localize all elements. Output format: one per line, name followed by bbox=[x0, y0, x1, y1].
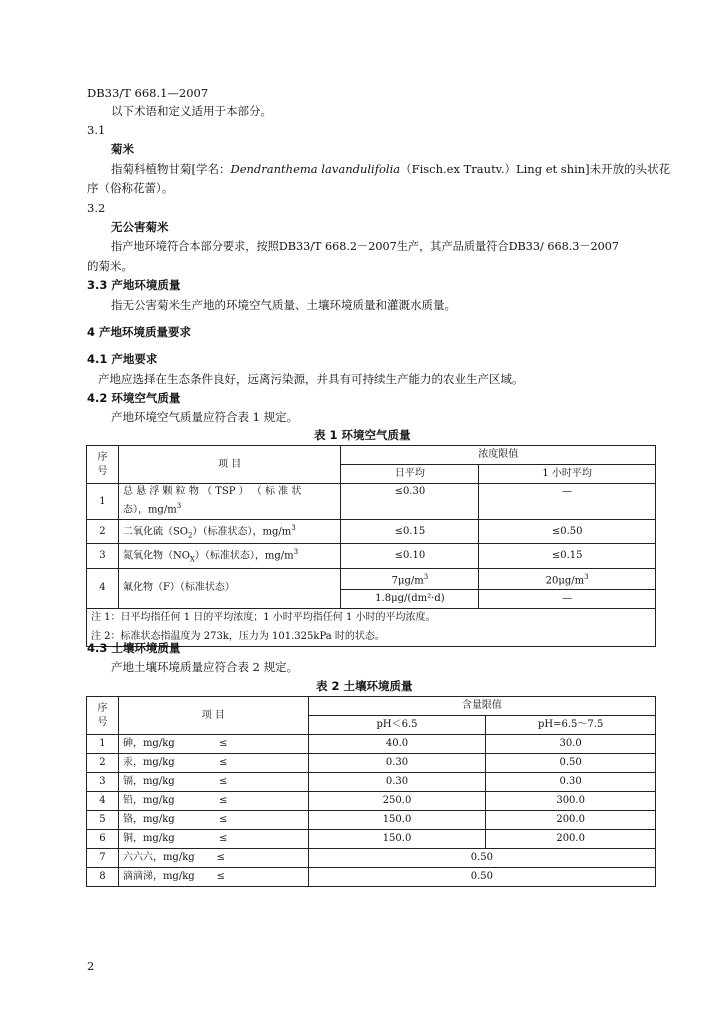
clause-3-2-definition-cont: 的菊米。 bbox=[87, 259, 133, 273]
cell-item bbox=[118, 849, 308, 868]
table-1-caption: 表 1 环境空气质量 bbox=[314, 428, 411, 442]
header-ph-mid: pH=6.5～7.5 bbox=[486, 716, 656, 735]
header-concentration-limit: 浓度限值 bbox=[341, 446, 656, 465]
cell-seq: 1 bbox=[87, 484, 119, 520]
table-row bbox=[87, 773, 656, 792]
cell-item bbox=[118, 811, 308, 830]
cell-item bbox=[118, 773, 308, 792]
header-seq-bottom: 号 bbox=[97, 716, 108, 728]
cell-item bbox=[118, 830, 308, 849]
clause-3-2-term: 无公害菊米 bbox=[111, 220, 169, 234]
table-note-1: 注 1：日平均指任何 1 日的平均浓度；1 小时平均指任何 1 小时的平均浓度。 bbox=[87, 608, 656, 627]
clause-3-2-number: 3.2 bbox=[87, 201, 106, 215]
header-seq bbox=[87, 697, 119, 735]
clause-4-1-heading: 4.1 产地要求 bbox=[87, 352, 158, 366]
cell-value: 0.50 bbox=[308, 868, 655, 887]
cell-value-ph-mid: 0.30 bbox=[486, 773, 656, 792]
item-operator: ≤ bbox=[218, 833, 228, 844]
table-note-2: 注 2：标准状态指温度为 273k，压力为 101.325kPa 时的状态。 bbox=[87, 627, 656, 646]
header-daily-average: 日平均 bbox=[341, 465, 479, 484]
cell-seq: 6 bbox=[87, 830, 119, 849]
header-seq-bottom: 号 bbox=[97, 465, 108, 477]
clause-3-1-definition bbox=[111, 161, 670, 177]
header-item: 项 目 bbox=[118, 697, 308, 735]
cell-value-ph-mid: 300.0 bbox=[486, 792, 656, 811]
clause-4-2-text: 产地环境空气质量应符合表 1 规定。 bbox=[111, 410, 299, 424]
item-text: 六六六，mg/kg bbox=[122, 852, 195, 863]
cell-item bbox=[118, 735, 308, 754]
table-2 bbox=[86, 696, 656, 887]
table-2-caption: 表 2 土壤环境质量 bbox=[316, 679, 413, 693]
table-row bbox=[87, 697, 656, 716]
cell-seq: 2 bbox=[87, 754, 119, 773]
cell-seq: 4 bbox=[87, 792, 119, 811]
cell-seq: 4 bbox=[87, 568, 119, 608]
table-row bbox=[87, 868, 656, 887]
item-operator: ≤ bbox=[218, 814, 228, 825]
table-row bbox=[87, 792, 656, 811]
table-row bbox=[87, 568, 656, 589]
cell-value-ph-mid: 200.0 bbox=[486, 811, 656, 830]
clause-4-3-text: 产地土壤环境质量应符合表 2 规定。 bbox=[111, 660, 299, 674]
table-note-row bbox=[87, 608, 656, 627]
cell-seq: 5 bbox=[87, 811, 119, 830]
cell-value-ph-mid: 30.0 bbox=[486, 735, 656, 754]
cell-daily: ≤0.15 bbox=[341, 520, 479, 544]
cell-value-ph-low: 40.0 bbox=[308, 735, 486, 754]
cell-value-ph-low: 150.0 bbox=[308, 830, 486, 849]
table-2-body bbox=[87, 735, 656, 849]
item-operator: ≤ bbox=[218, 738, 228, 749]
item-text: ）（标准状态），mg/m bbox=[194, 550, 294, 562]
clause-3-2-definition: 指产地环境符合本部分要求，按照DB33/T 668.2－2007生产，其产品质量符合DB33/ 668.3－2007 bbox=[111, 240, 620, 253]
table-row bbox=[87, 520, 656, 544]
latin-name: Dendranthema lavandulifolia bbox=[230, 162, 401, 176]
header-hourly-average: 1 小时平均 bbox=[479, 465, 656, 484]
clause-3-1-definition-cont: 序（俗称花蕾）。 bbox=[87, 181, 174, 195]
item-text: ）（标准状态），mg/m bbox=[192, 526, 292, 538]
item-text: 砷，mg/kg bbox=[122, 738, 175, 749]
cell-item: 总 悬 浮 颗 粒 物 （ TSP ） （ 标 准 状 态），$mg/m^3$ bbox=[118, 484, 341, 520]
clause-3-3-heading: 3.3 产地环境质量 bbox=[87, 278, 181, 292]
item-text: 滴滴涕，mg/kg bbox=[122, 871, 195, 882]
cell-item: 氮氧化物$(NO_X)$（标准状态），$mg/m^3$ bbox=[118, 544, 341, 568]
clause-4-1-text: 产地应选择在生态条件良好，远离污染源，并具有可持续生产能力的农业生产区域。 bbox=[98, 372, 524, 386]
header-item: 项 目 bbox=[118, 446, 341, 484]
value-text: 7μg/m bbox=[391, 574, 424, 586]
cell-item bbox=[118, 868, 308, 887]
cell-hourly: ≤0.50 bbox=[479, 520, 656, 544]
cell-seq: 3 bbox=[87, 544, 119, 568]
clause-3-1-number: 3.1 bbox=[87, 123, 106, 137]
cell-daily: ≤0.10 bbox=[341, 544, 479, 568]
cell-value: 0.50 bbox=[308, 849, 655, 868]
table-row bbox=[87, 849, 656, 868]
item-operator: ≤ bbox=[216, 852, 226, 863]
cell-seq: 1 bbox=[87, 735, 119, 754]
table-row bbox=[87, 735, 656, 754]
cell-hourly: — bbox=[479, 589, 656, 608]
clause-4-2-heading: 4.2 环境空气质量 bbox=[87, 391, 181, 405]
cell-item: 氟化物（F）（标准状态） bbox=[118, 568, 341, 608]
item-text: 汞，mg/kg bbox=[122, 757, 175, 768]
clause-3-3-definition: 指无公害菊米生产地的环境空气质量、土壤环境质量和灌溉水质量。 bbox=[111, 298, 456, 312]
header-ph-low: pH＜6.5 bbox=[308, 716, 486, 735]
header-seq-top: 序 bbox=[97, 702, 108, 714]
header-seq-top: 序 bbox=[97, 451, 108, 463]
table-row bbox=[87, 754, 656, 773]
table-row bbox=[87, 544, 656, 568]
cell-daily: $7\mu g/m^3$ bbox=[341, 568, 479, 589]
item-text: 二氧化硫（SO bbox=[122, 526, 189, 538]
header-content-limit: 含量限值 bbox=[308, 697, 655, 716]
item-operator: ≤ bbox=[216, 871, 226, 882]
table-row bbox=[87, 811, 656, 830]
document-number: DB33/T 668.1—2007 bbox=[87, 86, 209, 100]
cell-seq: 2 bbox=[87, 520, 119, 544]
item-operator: ≤ bbox=[218, 776, 228, 787]
item-operator: ≤ bbox=[218, 795, 228, 806]
cell-daily: ≤0.30 bbox=[341, 484, 479, 520]
cell-hourly: — bbox=[479, 484, 656, 520]
value-text: 20μg/m bbox=[545, 574, 585, 586]
cell-hourly: $20\mu g/m^3$ bbox=[479, 568, 656, 589]
header-seq bbox=[87, 446, 119, 484]
cell-value-ph-low: 0.30 bbox=[308, 754, 486, 773]
cell-daily: 1.8μg/(dm²·d) bbox=[341, 589, 479, 608]
item-operator: ≤ bbox=[218, 757, 228, 768]
cell-value-ph-mid: 0.50 bbox=[486, 754, 656, 773]
cell-seq: 8 bbox=[87, 868, 119, 887]
table-row bbox=[87, 830, 656, 849]
cell-seq: 7 bbox=[87, 849, 119, 868]
cell-value-ph-low: 250.0 bbox=[308, 792, 486, 811]
cell-seq: 3 bbox=[87, 773, 119, 792]
item-text: 总 悬 浮 颗 粒 物 （ TSP ） （ 标 准 状 bbox=[122, 486, 302, 498]
intro-text: 以下术语和定义适用于本部分。 bbox=[111, 104, 272, 118]
cell-item: 二氧化硫$(SO_2)$（标准状态），$mg/m^3$ bbox=[118, 520, 341, 544]
cell-value-ph-low: 150.0 bbox=[308, 811, 486, 830]
cell-hourly: ≤0.15 bbox=[479, 544, 656, 568]
item-text: 铬，mg/kg bbox=[122, 814, 175, 825]
clause-3-1-term: 菊米 bbox=[111, 142, 134, 156]
definition-part: （Fisch.ex Trautv.）Ling et shin]未开放的头状花 bbox=[400, 162, 671, 176]
cell-value-ph-low: 0.30 bbox=[308, 773, 486, 792]
item-text: 铜，mg/kg bbox=[122, 833, 175, 844]
cell-item bbox=[118, 754, 308, 773]
page-number: 2 bbox=[87, 959, 95, 973]
table-row bbox=[87, 484, 656, 520]
table-row bbox=[87, 446, 656, 465]
definition-part: 指菊科植物甘菊[学名： bbox=[111, 162, 231, 176]
cell-value-ph-mid: 200.0 bbox=[486, 830, 656, 849]
item-text: 镉，mg/kg bbox=[122, 776, 175, 787]
cell-item bbox=[118, 792, 308, 811]
item-text: 铅，mg/kg bbox=[122, 795, 175, 806]
clause-4-3-heading: 4.3 土壤环境质量 bbox=[87, 641, 181, 655]
table-1 bbox=[86, 445, 656, 647]
item-text: 态），mg/m bbox=[122, 504, 177, 516]
section-4-heading: 4 产地环境质量要求 bbox=[87, 325, 192, 339]
item-text: 氮氧化物（NO bbox=[122, 550, 190, 562]
